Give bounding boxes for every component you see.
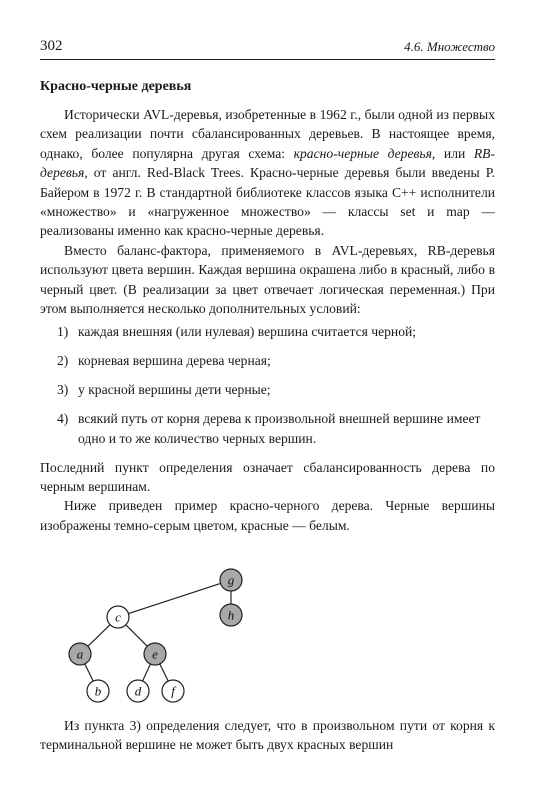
tree-node-label: c [115, 609, 121, 625]
tree-node-f [162, 680, 184, 702]
tree-node-label: b [94, 683, 102, 699]
list-item-number: 3) [57, 382, 69, 398]
paragraph-2: Вместо баланс-фактора, применяемого в AVL-деревьях, RB-деревья используют цвета вершин. Каждая вершина окрашена либо в красный, либо в черный цвет. (В реализации за цвет отвечает логическая переменная.) При этом выполняется несколько дополнительных условий: [40, 242, 495, 317]
tree-node-a [69, 643, 91, 665]
tree-diagram [0, 560, 533, 710]
list-item-text: всякий путь от корня дерева к произвольной внешней вершине имеет одно и то же количество черных вершин. [78, 411, 481, 446]
section-title: Красно-черные деревья [40, 79, 192, 94]
tree-edge-a-b [85, 664, 93, 681]
tree-edge-e-d [143, 664, 151, 681]
tree-node-g [220, 569, 242, 591]
paragraph-1-part-a: Исторически AVL-деревья, изобретенные в 1962 г., были одной из первых схем реализации почти сбалансированных деревьев. В настоящее время, однако, более популярна другая схема: [40, 107, 495, 161]
tree-node-b [87, 680, 109, 702]
tree-edge-g-c [128, 583, 220, 613]
paragraph-3: Последний пункт определения означает сбалансированность дерева по черным вершинам. [40, 459, 495, 494]
tree-node-label: a [76, 646, 84, 662]
tree-edge-e-f [160, 664, 168, 681]
list-item-text: у красной вершины дети черные; [78, 382, 271, 398]
tree-edge-c-a [88, 625, 110, 647]
list-item-number: 1) [57, 324, 69, 340]
tree-node-label: d [134, 683, 142, 699]
tree-node-label: e [152, 646, 158, 662]
list-item [40, 380, 495, 399]
page-header [40, 36, 495, 56]
list-item [40, 322, 495, 341]
tree-node-label: h [227, 607, 235, 623]
tree-node-h [220, 604, 242, 626]
term-red-black-trees: красно-черные деревья [293, 145, 432, 161]
tree-node-d [127, 680, 149, 702]
page-number: 302 [40, 38, 63, 54]
tree-nodes [69, 569, 242, 702]
tree-node-label: f [171, 683, 175, 699]
list-item-text: корневая вершина дерева черная; [78, 353, 271, 369]
red-black-tree-figure [0, 560, 533, 710]
paragraph-4: Ниже приведен пример красно-черного дерева. Черные вершины изображены темно-серым цветом, красные — белым. [40, 498, 495, 533]
paragraph-5: Из пункта 3) определения следует, что в произвольном пути от корня к терминальной вершине не может быть двух красных вершин [40, 718, 495, 753]
main-text [40, 78, 495, 535]
running-head: 4.6. Множество [404, 39, 495, 54]
list-item [40, 409, 495, 448]
header-rule [40, 59, 495, 60]
tree-node-c [107, 606, 129, 628]
paragraph-1 [40, 105, 495, 241]
conditions-list [40, 322, 495, 448]
tree-edges [85, 583, 231, 681]
paragraph-1-part-b: , или [431, 145, 474, 161]
list-item-number: 2) [57, 353, 69, 369]
tree-edge-c-e [126, 625, 147, 646]
tree-node-label: g [227, 572, 235, 588]
term-rb-trees: RB-деревья [40, 145, 495, 181]
bottom-text [40, 716, 495, 755]
paragraph-1-part-c: , от англ. Red-Black Trees. Красно-черные деревья были введены Р. Байером в 1972 г. В стандартной библиотеке классов языка C++ исполнители «множество» и «нагруженное множество» — классы set и map — реализованы именно как красно-черные деревья. [40, 165, 495, 239]
tree-node-e [144, 643, 166, 665]
list-item-number: 4) [57, 411, 69, 427]
list-item [40, 351, 495, 370]
list-item-text: каждая внешняя (или нулевая) вершина считается черной; [78, 324, 417, 340]
